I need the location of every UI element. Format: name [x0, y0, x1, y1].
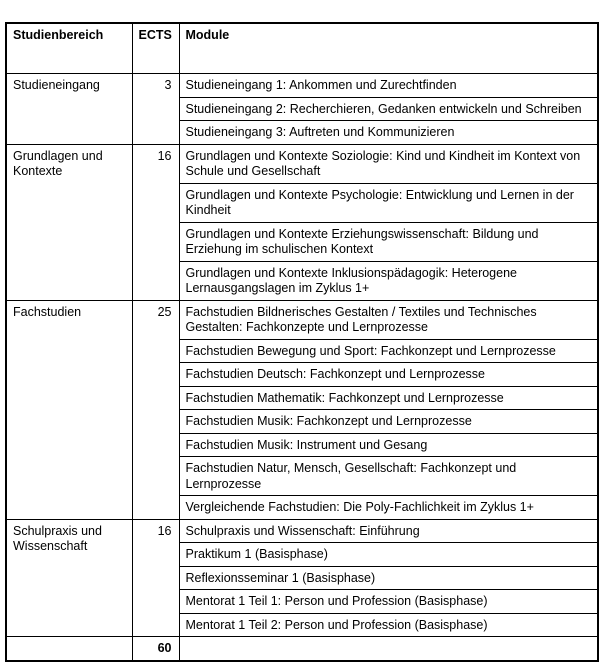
- total-row: [6, 637, 598, 662]
- total-ects-cell: 60: [132, 637, 179, 662]
- total-module-cell: [179, 637, 598, 662]
- module-cell: Studieneingang 3: Auftreten und Kommunizieren: [179, 121, 598, 145]
- ects-cell-schulpraxis-und-wissenschaft: 16: [132, 519, 179, 637]
- module-cell: Grundlagen und Kontexte Erziehungswissenschaft: Bildung und Erziehung im schulischen Kontext: [179, 222, 598, 261]
- header-row: [6, 23, 598, 74]
- column-header-studienbereich: Studienbereich: [6, 23, 132, 74]
- module-cell: Fachstudien Bildnerisches Gestalten / Textiles und Technisches Gestalten: Fachkonzepte und Lernprozesse: [179, 300, 598, 339]
- area-cell-schulpraxis-und-wissenschaft: Schulpraxis und Wissenschaft: [6, 519, 132, 637]
- module-cell: Mentorat 1 Teil 1: Person und Profession (Basisphase): [179, 590, 598, 614]
- module-cell: Grundlagen und Kontexte Psychologie: Entwicklung und Lernen in der Kindheit: [179, 183, 598, 222]
- module-cell: Vergleichende Fachstudien: Die Poly-Fachlichkeit im Zyklus 1+: [179, 496, 598, 520]
- module-cell: Fachstudien Musik: Fachkonzept und Lernprozesse: [179, 410, 598, 434]
- module-cell: Fachstudien Natur, Mensch, Gesellschaft: Fachkonzept und Lernprozesse: [179, 457, 598, 496]
- module-row: [6, 144, 598, 183]
- area-cell-grundlagen-und-kontexte: Grundlagen und Kontexte: [6, 144, 132, 300]
- module-cell: Studieneingang 1: Ankommen und Zurechtfinden: [179, 74, 598, 98]
- ects-cell-grundlagen-und-kontexte: 16: [132, 144, 179, 300]
- module-cell: Reflexionsseminar 1 (Basisphase): [179, 566, 598, 590]
- module-cell: Schulpraxis und Wissenschaft: Einführung: [179, 519, 598, 543]
- curriculum-table: [5, 22, 599, 662]
- ects-cell-fachstudien: 25: [132, 300, 179, 519]
- module-cell: Mentorat 1 Teil 2: Person und Profession (Basisphase): [179, 613, 598, 637]
- module-cell: Studieneingang 2: Recherchieren, Gedanken entwickeln und Schreiben: [179, 97, 598, 121]
- area-cell-fachstudien: Fachstudien: [6, 300, 132, 519]
- module-cell: Grundlagen und Kontexte Inklusionspädagogik: Heterogene Lernausgangslagen im Zyklus 1+: [179, 261, 598, 300]
- module-row: [6, 74, 598, 98]
- module-row: [6, 519, 598, 543]
- ects-cell-studieneingang: 3: [132, 74, 179, 145]
- column-header-ects: ECTS: [132, 23, 179, 74]
- module-cell: Fachstudien Mathematik: Fachkonzept und Lernprozesse: [179, 386, 598, 410]
- module-cell: Fachstudien Musik: Instrument und Gesang: [179, 433, 598, 457]
- module-cell: Fachstudien Bewegung und Sport: Fachkonzept und Lernprozesse: [179, 339, 598, 363]
- column-header-module: Module: [179, 23, 598, 74]
- module-cell: Fachstudien Deutsch: Fachkonzept und Lernprozesse: [179, 363, 598, 387]
- module-cell: Grundlagen und Kontexte Soziologie: Kind und Kindheit im Kontext von Schule und Gesellschaft: [179, 144, 598, 183]
- module-cell: Praktikum 1 (Basisphase): [179, 543, 598, 567]
- total-area-cell: [6, 637, 132, 662]
- module-row: [6, 300, 598, 339]
- area-cell-studieneingang: Studieneingang: [6, 74, 132, 145]
